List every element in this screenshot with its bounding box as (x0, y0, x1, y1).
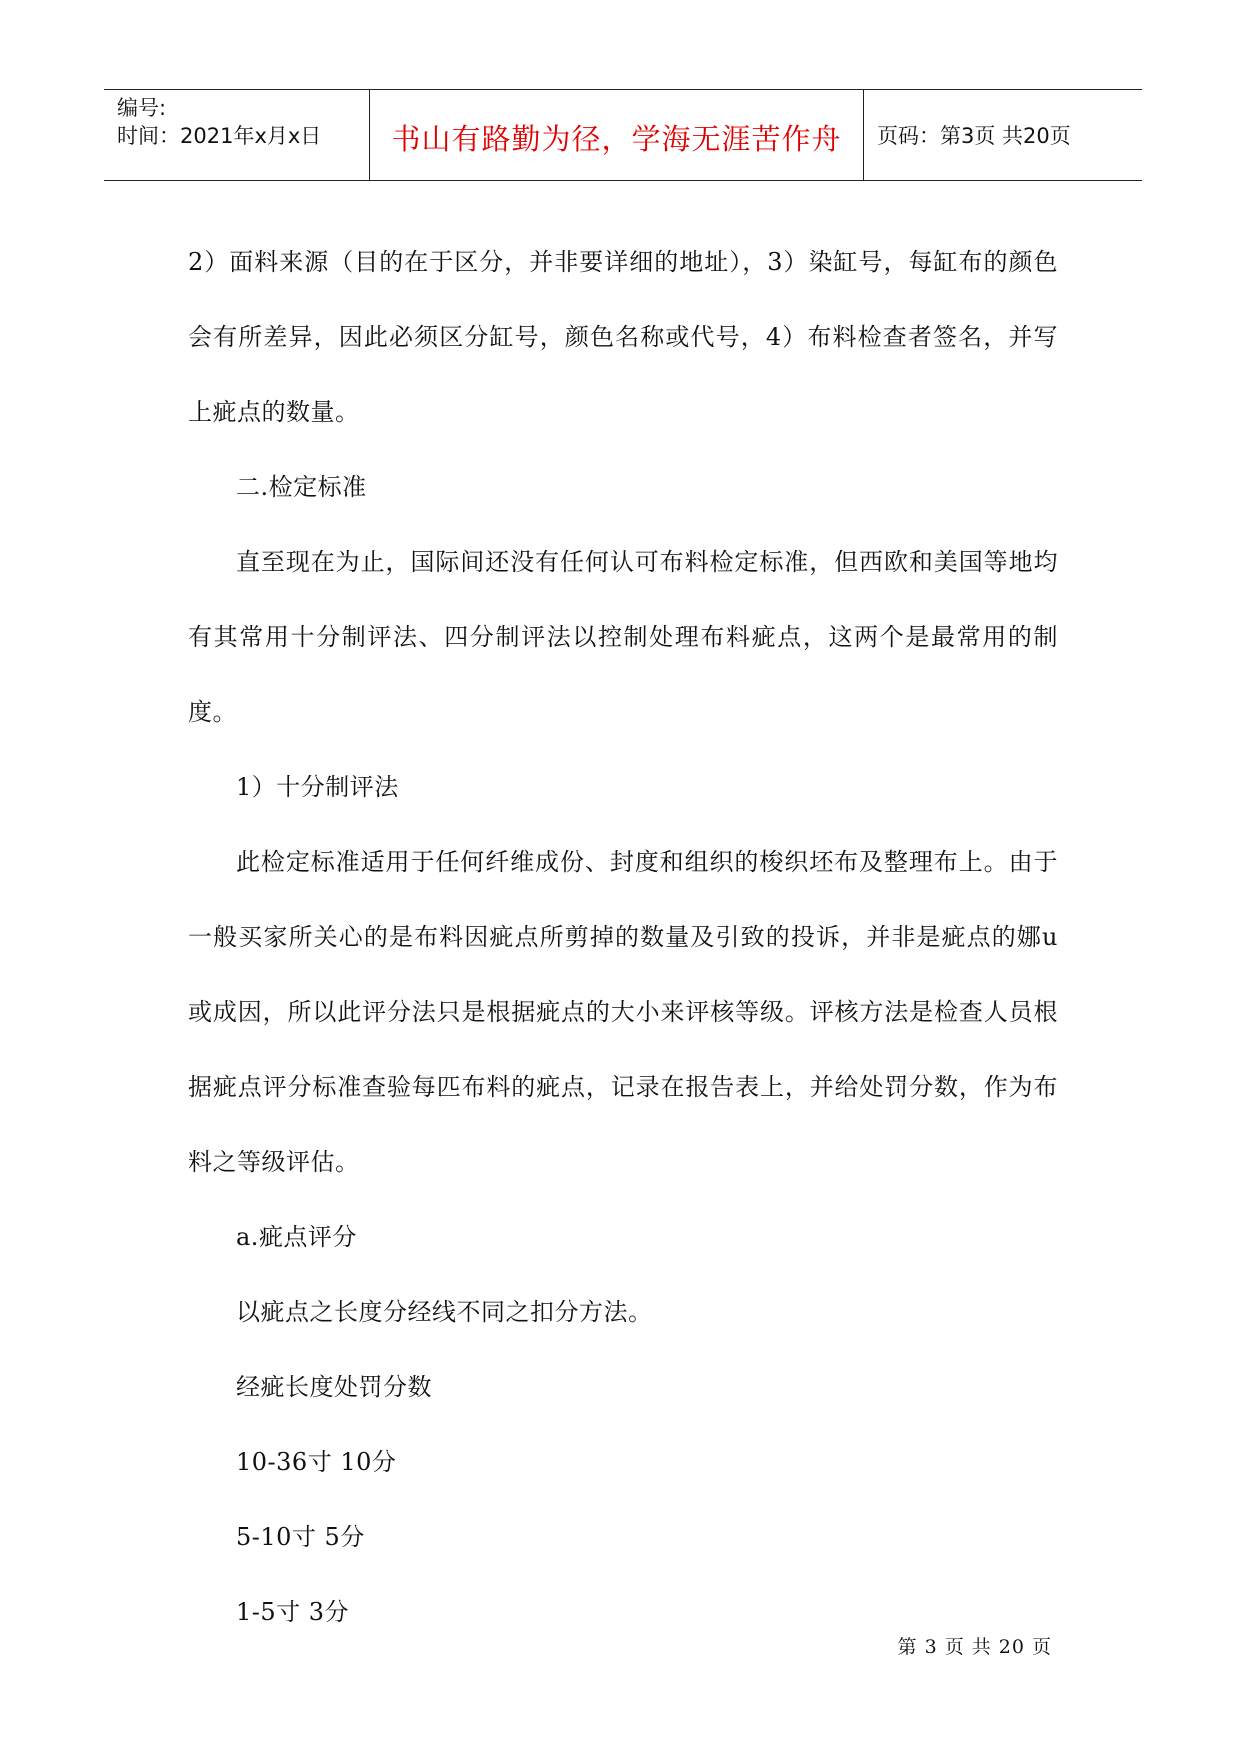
document-body (188, 225, 1058, 1650)
header-meta (104, 90, 370, 180)
page-footer: 第 3 页 共 20 页 (897, 1636, 1052, 1658)
table-header-line: 经疵长度处罚分数 (236, 1373, 432, 1401)
paragraph: 直至现在为止，国际间还没有任何认可布料检定标准，但西欧和美国等地均有其常用十分制评法、四分制评法以控制处理布料疵点，这两个是最常用的制度。 (188, 548, 1058, 726)
document-header (104, 89, 1142, 181)
header-motto-cell (370, 90, 864, 180)
document-number-label: 编号: (117, 96, 167, 120)
header-page-cell (864, 90, 1142, 180)
score-line: 10-36寸 10分 (236, 1448, 397, 1476)
header-page-label: 页码：第3页 共20页 (877, 124, 1071, 148)
subsection-heading: a.疵点评分 (236, 1223, 357, 1251)
paragraph: 此检定标准适用于任何纤维成份、封度和组织的梭织坯布及整理布上。由于一般买家所关心的是布料因疵点所剪掉的数量及引致的投诉，并非是疵点的娜u或成因，所以此评分法只是根据疵点的大小来评核等级。评核方法是检查人员根据疵点评分标准查验每匹布料的疵点，记录在报告表上，并给处罚分数，作为布料之等级评估。 (188, 848, 1058, 1176)
score-line: 1-5寸 3分 (236, 1598, 350, 1626)
header-motto: 书山有路勤为径，学海无涯苦作舟 (391, 121, 842, 156)
section-heading: 二.检定标准 (236, 473, 367, 501)
document-time-label: 时间：2021年x月x日 (117, 124, 322, 148)
paragraph: 以疵点之长度分经线不同之扣分方法。 (236, 1298, 653, 1326)
score-line: 5-10寸 5分 (236, 1523, 365, 1551)
subsection-heading: 1）十分制评法 (236, 773, 399, 801)
paragraph: 2）面料来源（目的在于区分，并非要详细的地址），3）染缸号，每缸布的颜色会有所差异，因此必须区分缸号，颜色名称或代号，4）布料检查者签名，并写上疵点的数量。 (188, 248, 1058, 426)
